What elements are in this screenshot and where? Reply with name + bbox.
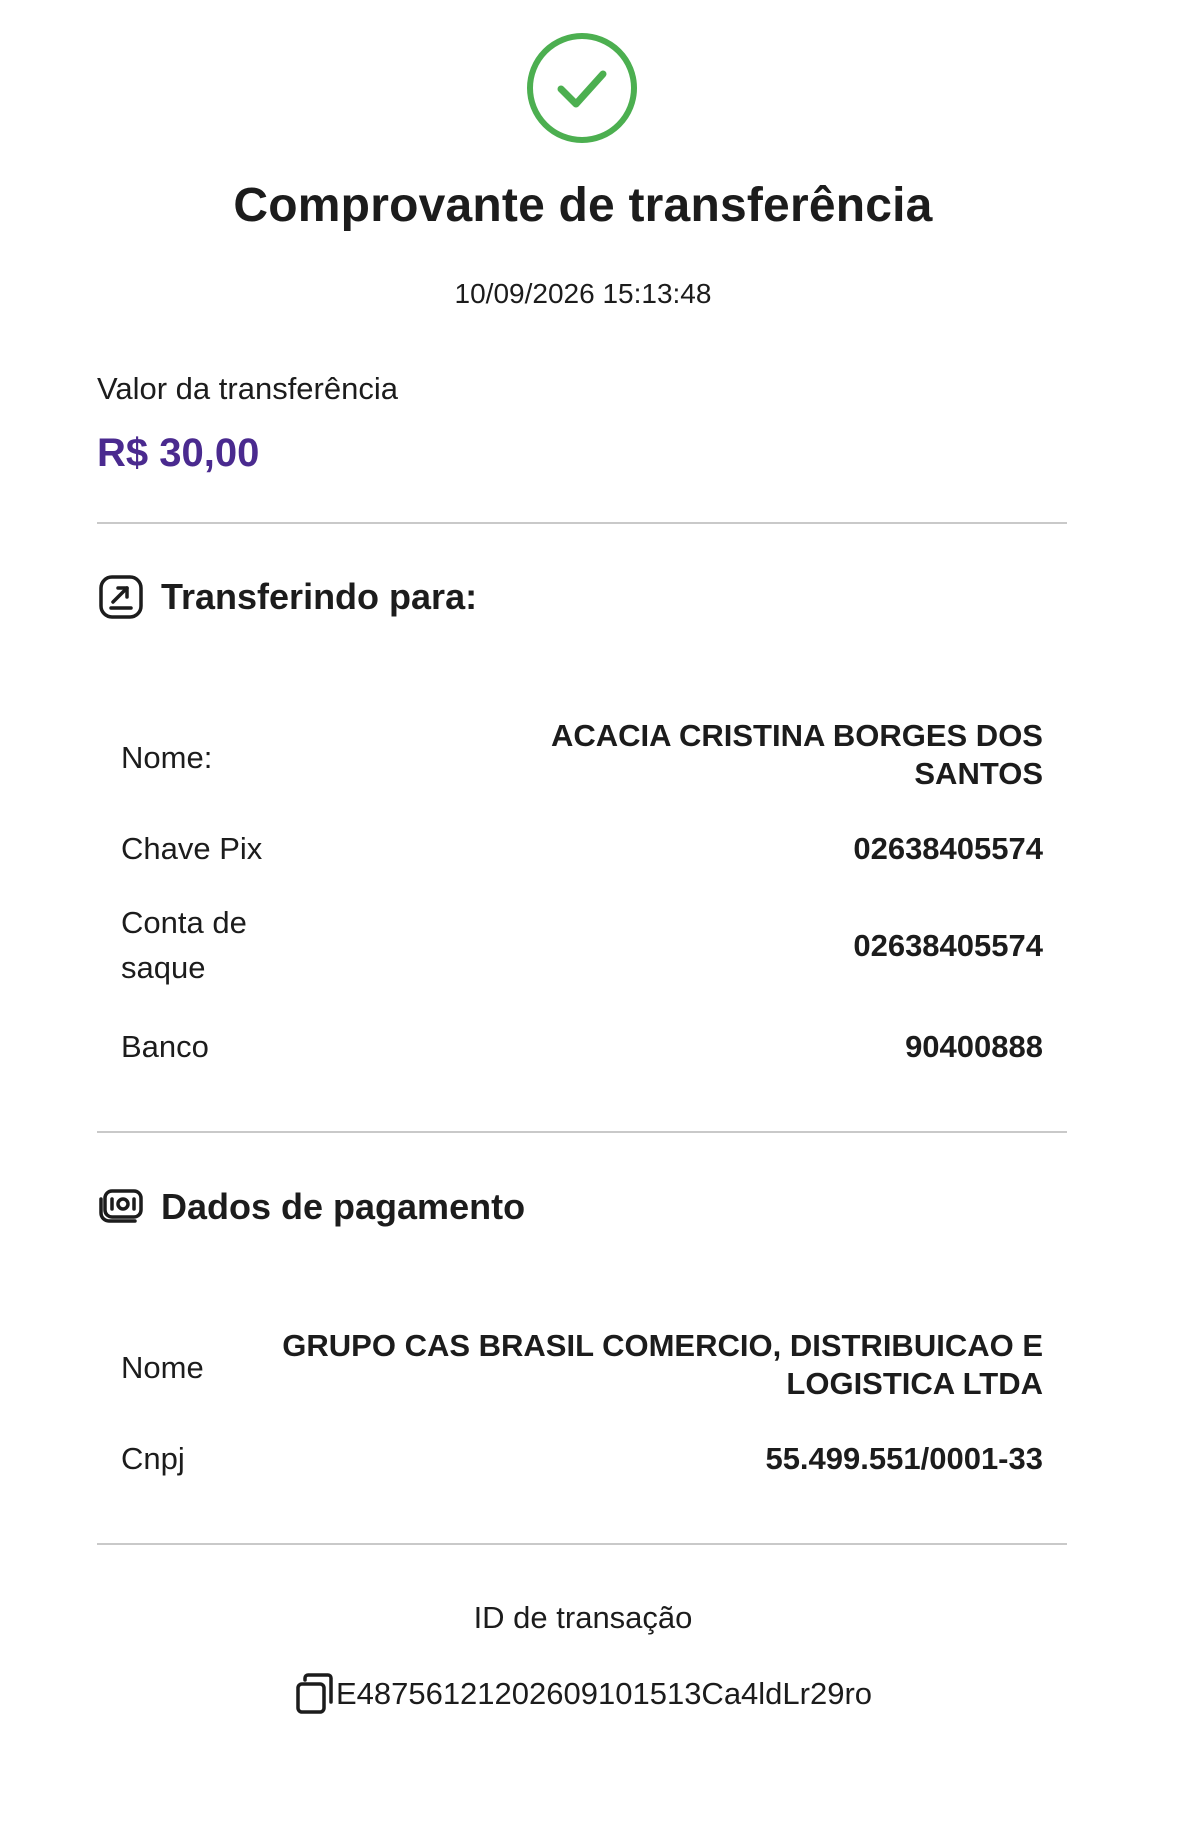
transaction-id-value[interactable]: E48756121202609101513Ca4ldLr29ro xyxy=(335,1676,873,1711)
pix-key-value: 02638405574 xyxy=(853,831,1043,866)
cnpj-label: Cnpj xyxy=(121,1441,185,1476)
account-label-line2: saque xyxy=(121,950,206,985)
money-icon xyxy=(97,1183,145,1231)
recipient-name-line1: ACACIA CRISTINA BORGES DOS xyxy=(550,718,1043,753)
bank-label: Banco xyxy=(121,1029,209,1064)
payer-name-line2: LOGISTICA LTDA xyxy=(786,1366,1043,1401)
account-label-line1: Conta de xyxy=(121,905,247,940)
payer-name-label: Nome xyxy=(121,1350,204,1385)
amount-value: R$ 30,00 xyxy=(97,431,260,475)
bank-value: 90400888 xyxy=(905,1029,1043,1064)
account-label xyxy=(121,900,247,990)
amount-label: Valor da transferência xyxy=(97,371,398,406)
pix-key-label: Chave Pix xyxy=(121,831,263,866)
cnpj-value: 55.499.551/0001-33 xyxy=(765,1441,1043,1476)
payer-name-value xyxy=(282,1327,1043,1403)
divider xyxy=(97,1131,1067,1133)
recipient-name-value xyxy=(551,717,1043,793)
recipient-name-label: Nome: xyxy=(121,740,213,775)
transaction-id-label: ID de transação xyxy=(473,1600,693,1635)
divider xyxy=(97,1543,1067,1545)
recipient-heading: Transferindo para: xyxy=(161,576,478,617)
account-value: 02638405574 xyxy=(853,928,1043,963)
payment-heading: Dados de pagamento xyxy=(161,1186,526,1227)
divider xyxy=(97,522,1067,524)
copy-icon[interactable] xyxy=(294,1672,334,1716)
transfer-datetime: 10/09/2026 15:13:48 xyxy=(454,278,712,309)
payment-section-header xyxy=(97,1183,525,1231)
recipient-name-line2: SANTOS xyxy=(914,756,1043,791)
page-title: Comprovante de transferência xyxy=(233,179,933,232)
transaction-id-row xyxy=(0,1672,1166,1716)
recipient-section-header xyxy=(97,573,477,621)
check-circle-icon xyxy=(526,32,638,144)
transfer-arrow-icon xyxy=(97,573,145,621)
payer-name-line1: GRUPO CAS BRASIL COMERCIO, DISTRIBUICAO E xyxy=(282,1328,1043,1363)
